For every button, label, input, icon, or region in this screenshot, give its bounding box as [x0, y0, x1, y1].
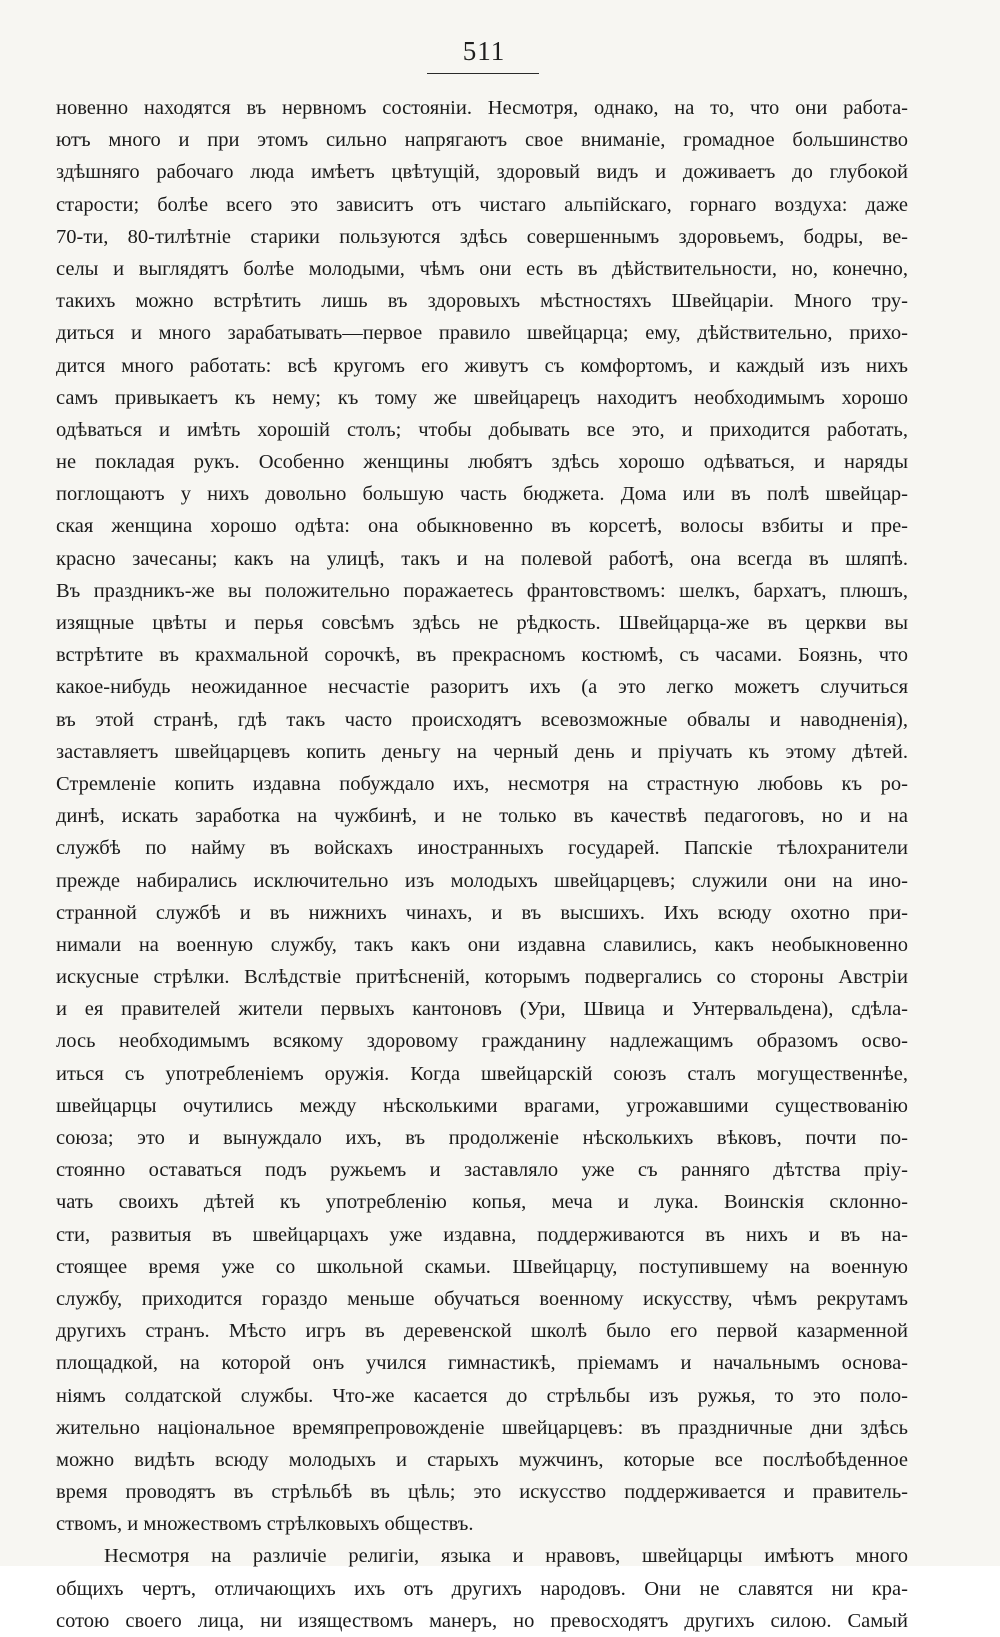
text-line: сти, развитыя въ швейцарцахъ уже издавна, поддерживаются въ нихъ и въ на-	[56, 1223, 908, 1246]
text-line: диться и много зарабатывать—первое правило швейцарца; ему, дѣйствительно, прихо-	[56, 322, 908, 345]
text-line: здѣшняго рабочаго люда имѣетъ цвѣтущій, здоровый видъ и доживаетъ до глубокой	[56, 161, 908, 184]
text-line: общихъ чертъ, отличающихъ ихъ отъ другихъ народовъ. Они не славятся ни кра-	[56, 1577, 908, 1600]
text-line: Несмотря на различіе религіи, языка и нравовъ, швейцарцы имѣютъ много	[104, 1545, 908, 1568]
page-number: 511	[462, 36, 506, 66]
text-line: ніямъ солдатской службы. Что-же касается до стрѣльбы изъ ружья, то это поло-	[56, 1384, 908, 1407]
text-line: ская женщина хорошо одѣта: она обыкновенно въ корсетѣ, волосы взбиты и пре-	[56, 515, 908, 538]
text-line: нимали на военную службу, такъ какъ они издавна славились, какъ необыкновенно	[56, 933, 908, 956]
text-line: сотою своего лица, ни изяществомъ манеръ, но превосходятъ другихъ силою. Самый	[56, 1609, 908, 1632]
text-line: стоящее время уже со школьной скамьи. Швейцарцу, поступившему на военную	[56, 1255, 908, 1278]
text-line: изящные цвѣты и перья совсѣмъ здѣсь не рѣдкость. Швейцарца-же въ церкви вы	[56, 612, 908, 634]
text-line: жительно національное времяпрепровожденіе швейцарцевъ: въ праздничные дни здѣсь	[56, 1416, 908, 1439]
text-line: какое-нибудь неожиданное несчастіе разоритъ ихъ (а это легко можетъ случиться	[56, 676, 908, 699]
body-text	[56, 92, 908, 1637]
text-line: площадкой, на которой онъ учился гимнастикѣ, пріемамъ и начальнымъ основа-	[56, 1352, 908, 1375]
text-line: Въ праздникъ-же вы положительно поражаетесь франтовствомъ: шелкъ, бархатъ, плюшъ,	[56, 579, 908, 602]
header-rule	[427, 73, 539, 74]
text-line: одѣваться и имѣть хорошій столъ; чтобы добывать все это, и приходится работать,	[56, 418, 908, 441]
text-line: можно видѣть всюду молодыхъ и старыхъ мужчинъ, которые все послѣобѣденное	[56, 1448, 908, 1471]
text-line: чать своихъ дѣтей къ употребленію копья, меча и лука. Воинскія склонно-	[56, 1191, 908, 1214]
text-line: ютъ много и при этомъ сильно напрягаютъ свое вниманіе, громадное большинство	[56, 129, 908, 152]
text-line: время проводятъ въ стрѣльбѣ въ цѣль; это искусство поддерживается и правитель-	[56, 1481, 908, 1504]
text-line: динѣ, искать заработка на чужбинѣ, и не только въ качествѣ педагоговъ, но и на	[56, 805, 908, 828]
text-line: прежде набирались исключительно изъ молодыхъ швейцарцевъ; служили они на ино-	[56, 869, 908, 892]
text-line: 70-ти, 80-тилѣтніе старики пользуются здѣсь совершеннымъ здоровьемъ, бодры, ве-	[56, 225, 908, 248]
text-line: встрѣтите въ крахмальной сорочкѣ, въ прекрасномъ костюмѣ, съ часами. Боязнь, что	[56, 644, 908, 667]
text-line: и ея правителей жители первыхъ кантоновъ (Ури, Швица и Унтервальдена), сдѣла-	[56, 998, 908, 1021]
text-line: красно зачесаны; какъ на улицѣ, такъ и на полевой работѣ, она всегда въ шляпѣ.	[56, 547, 908, 570]
text-line: такихъ можно встрѣтить лишь въ здоровыхъ мѣстностяхъ Швейцаріи. Много тру-	[56, 290, 908, 313]
text-line: службѣ по найму въ войскахъ иностранныхъ государей. Папскіе тѣлохранители	[56, 837, 908, 860]
text-line: дится много работать: всѣ кругомъ его живутъ съ комфортомъ, и каждый изъ нихъ	[56, 354, 908, 377]
text-line: заставляетъ швейцарцевъ копить деньгу на черный день и пріучать къ этому дѣтей.	[56, 740, 908, 763]
text-line: старости; болѣе всего это зависитъ отъ чистаго альпійскаго, горнаго воздуха: даже	[56, 193, 908, 216]
text-line: другихъ странъ. Мѣсто игръ въ деревенской школѣ было его первой казарменной	[56, 1320, 908, 1343]
text-line: стоянно оставаться подъ ружьемъ и заставляло уже съ ранняго дѣтства пріу-	[56, 1159, 908, 1182]
text-line: странной службѣ и въ нижнихъ чинахъ, и въ высшихъ. Ихъ всюду охотно при-	[56, 901, 908, 924]
text-line: Стремленіе копить издавна побуждало ихъ, несмотря на страстную любовь къ ро-	[56, 772, 908, 795]
text-line: союза; это и вынуждало ихъ, въ продолженіе нѣсколькихъ вѣковъ, почти по-	[56, 1127, 908, 1149]
text-line: поглощаютъ у нихъ довольно большую часть бюджета. Дома или въ полѣ швейцар-	[56, 483, 908, 506]
text-line: самъ привыкаетъ къ нему; къ тому же швейцарецъ находитъ необходимымъ хорошо	[56, 386, 908, 409]
text-line: службу, приходится гораздо меньше обучаться военному искусству, чѣмъ рекрутамъ	[56, 1287, 908, 1310]
text-line: лось необходимымъ всякому здоровому гражданину надлежащимъ образомъ осво-	[56, 1030, 908, 1053]
text-line: ствомъ, и множествомъ стрѣлковыхъ обществъ.	[56, 1513, 474, 1536]
text-line: селы и выглядятъ болѣе молодыми, чѣмъ они есть въ дѣйствительности, но, конечно,	[56, 257, 908, 280]
text-line: новенно находятся въ нервномъ состояніи. Несмотря, однако, на то, что они работа-	[56, 97, 908, 119]
text-line: искусные стрѣлки. Вслѣдствіе притѣсненій, которымъ подвергались со стороны Австріи	[56, 966, 908, 989]
text-line: не покладая рукъ. Особенно женщины любятъ здѣсь хорошо одѣваться, и наряды	[56, 451, 908, 474]
text-line: иться съ употребленіемъ оружія. Когда швейцарскій союзъ сталъ могущественнѣе,	[56, 1062, 908, 1085]
text-line: швейцарцы очутились между нѣсколькими врагами, угрожавшими существованію	[56, 1094, 908, 1117]
text-line: въ этой странѣ, гдѣ такъ часто происходятъ всевозможные обвалы и наводненія),	[56, 708, 908, 731]
